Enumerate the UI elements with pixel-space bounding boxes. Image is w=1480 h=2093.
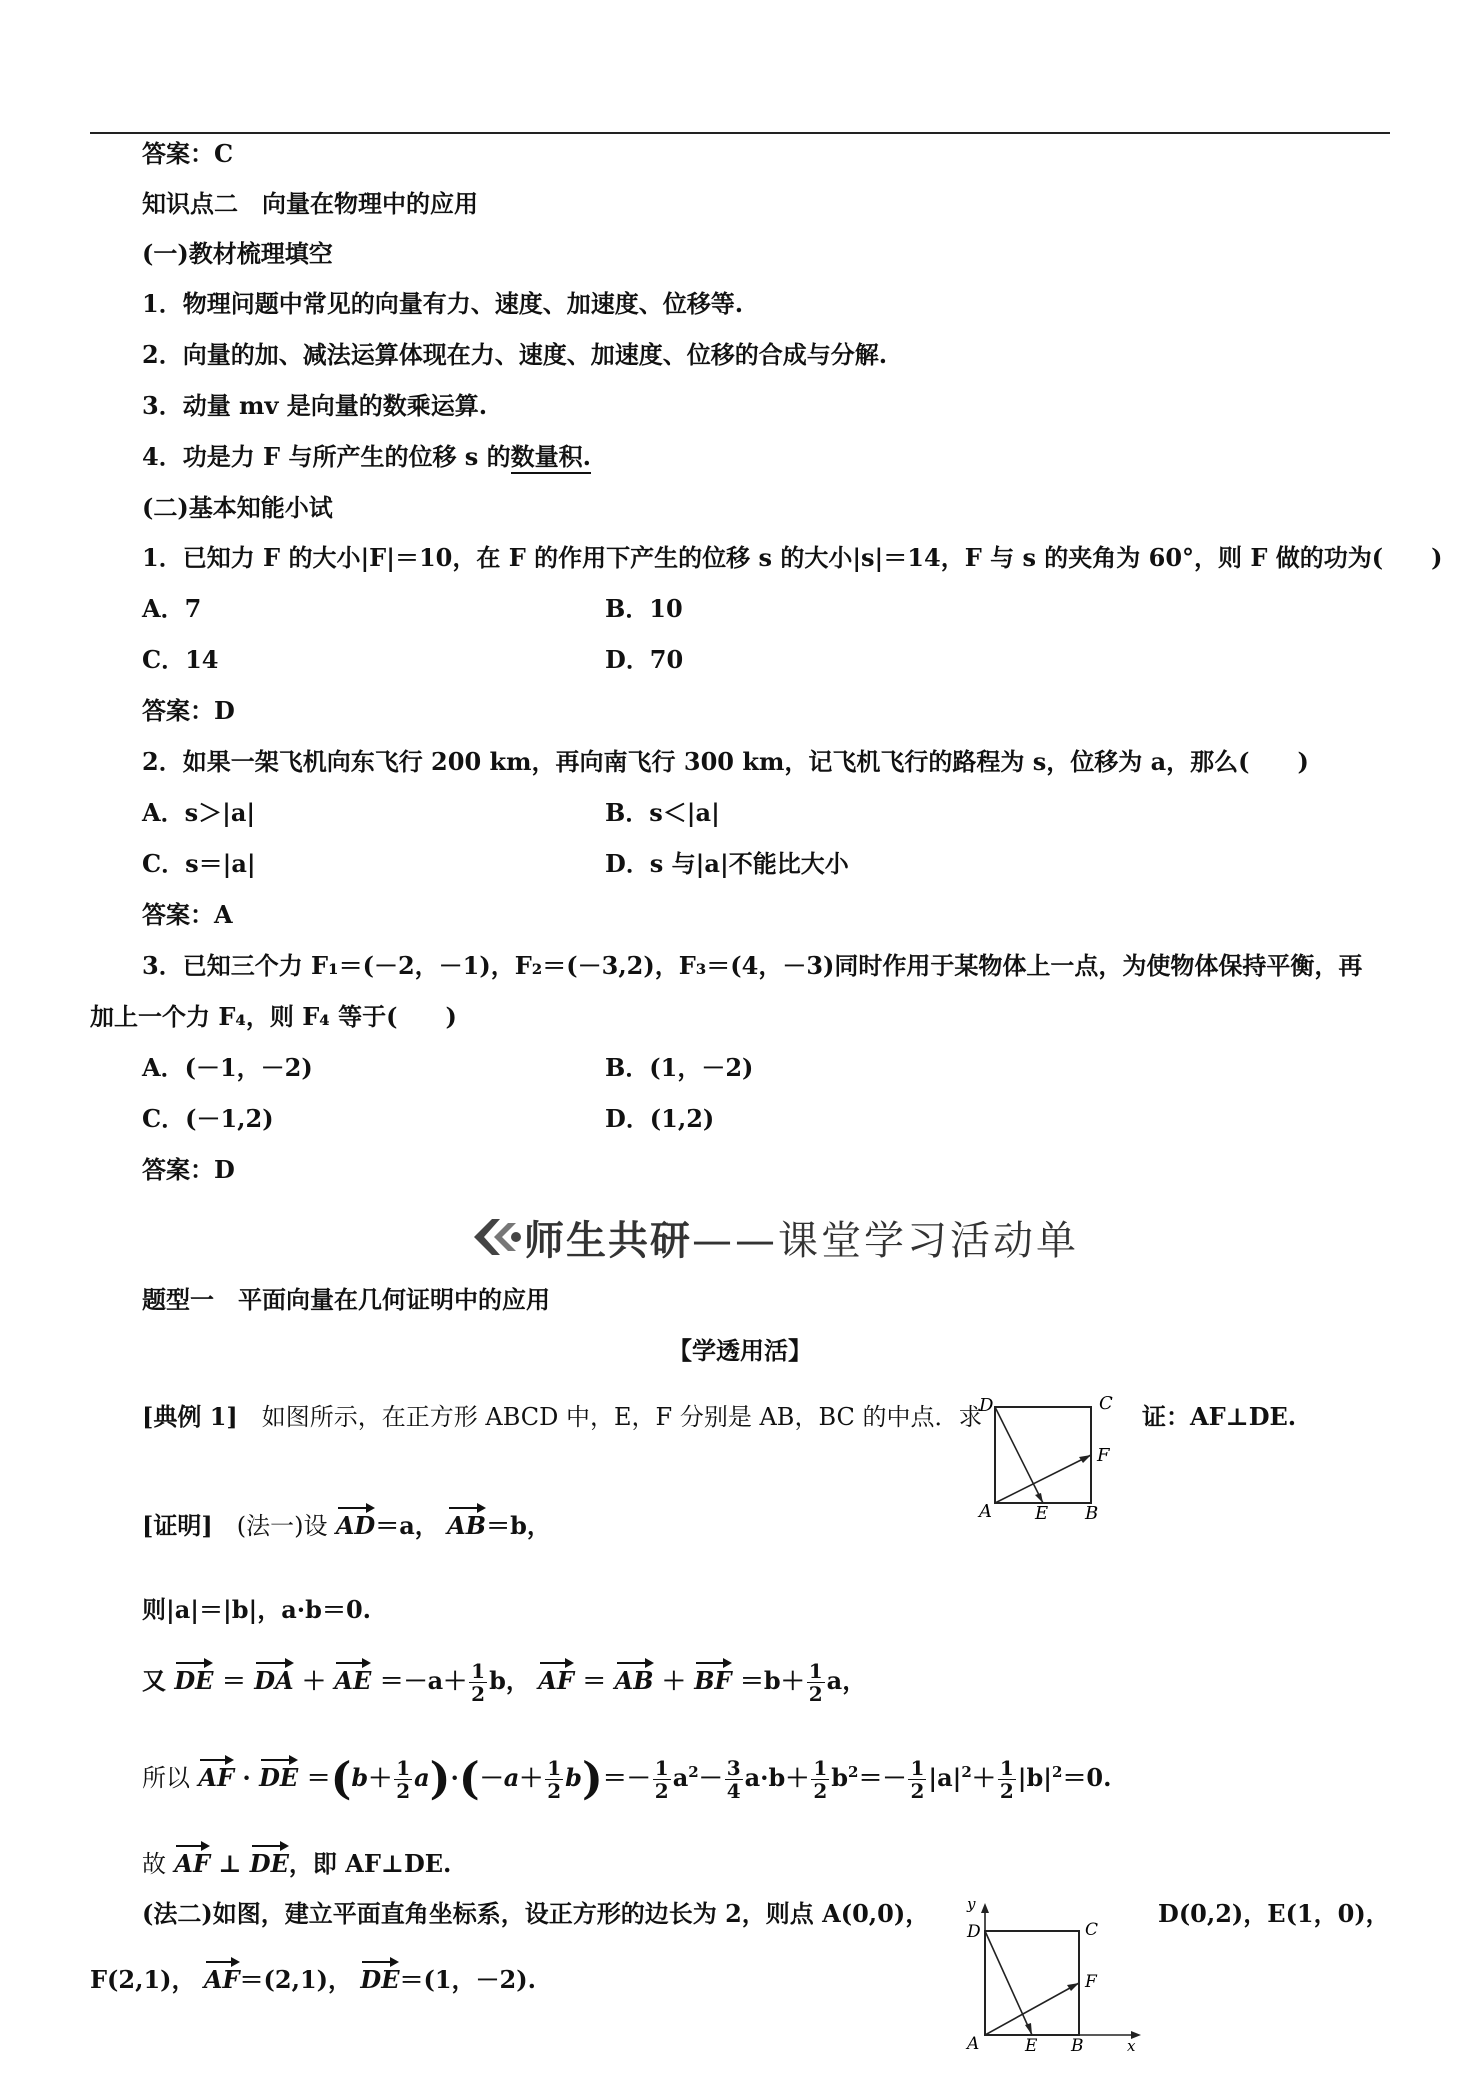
q1-option-b: B．10 (605, 594, 683, 623)
method2-tail: D(0,2)，E(1，0)， (1158, 1899, 1390, 1928)
word-so: 所以 (142, 1764, 190, 1792)
q2-option-b: B．s＜|a| (605, 798, 720, 827)
word-you: 又 (142, 1666, 166, 1695)
proof-line-then: 则|a|＝|b|，a·b＝0. (142, 1595, 371, 1624)
vector-ab-2: AB (615, 1659, 654, 1697)
item-4-blank: 数量积. (511, 442, 591, 474)
fig2-label-e: E (1025, 2036, 1038, 2055)
example-text: 如图所示，在正方形 ABCD 中，E，F 分别是 AB，BC 的中点．求 (261, 1403, 983, 1431)
q2-stem: 2．如果一架飞机向东飞行 200 km，再向南飞行 300 km，记飞机飞行的路程为 s，位移为 a，那么( ) (142, 747, 1309, 776)
q1-option-a: A．7 (142, 594, 202, 623)
proof-line-perp: 故 AF ⊥ DE，即 AF⊥DE. (142, 1842, 451, 1880)
vector-de-2: DE (259, 1756, 298, 1794)
answer-c: 答案：C (142, 139, 234, 168)
proof-line-dot: 所以 AF · DE ＝(b＋ $\frac{1}{2}$ a)·(－a＋ $\frac{1}{2}$ b)＝－ $\frac{1}{2}$ $a^2-$ $\frac{3}{4}$ a·b＋ $\frac{1}{2}$ $b^2=-$ $\frac{1}{2}$ $|a|^2+$ $\frac{1}{2}$ $|b|^2=0$. (142, 1753, 1112, 1805)
word-gu: 故 (142, 1850, 166, 1878)
q2-answer: 答案：A (142, 900, 233, 929)
proof-method1: (法一)设 (236, 1512, 328, 1540)
fig1-label-a: A (979, 1501, 992, 1522)
section-title: 知识点二 向量在物理中的应用 (142, 189, 478, 218)
sub-heading-2: (二)基本知能小试 (142, 493, 333, 522)
item-2: 2．向量的加、减法运算体现在力、速度、加速度、位移的合成与分解. (142, 340, 888, 369)
perp-text: ，即 AF⊥DE. (288, 1849, 452, 1878)
example-tag: [典例 1] (142, 1402, 238, 1431)
fig2-label-x: x (1127, 2037, 1136, 2055)
vector-da: DA (254, 1659, 293, 1697)
q1-answer: 答案：D (142, 696, 235, 725)
vector-bf: BF (694, 1659, 731, 1697)
example-1-line (142, 1401, 983, 1433)
item-4-text: 4．功是力 F 与所产生的位移 s 的 (142, 442, 511, 471)
banner-bold: 师生共研 (524, 1217, 692, 1264)
proof-tag: [证明] (142, 1511, 213, 1540)
item-3: 3．动量 mv 是向量的数乘运算. (142, 391, 488, 420)
q3-option-b: B．(1，－2) (605, 1053, 754, 1082)
q3-answer: 答案：D (142, 1155, 235, 1184)
q1-stem: 1．已知力 F 的大小|F|＝10，在 F 的作用下产生的位移 s 的大小|s|＝14，F 与 s 的夹角为 60°，则 F 做的功为( ) (142, 543, 1443, 572)
fig1-label-c: C (1099, 1393, 1113, 1414)
q3-option-a: A．(－1，－2) (142, 1053, 313, 1082)
fig2-label-d: D (967, 1922, 981, 1942)
coord-f: F(2,1)， (90, 1965, 196, 1994)
method2-coords (90, 1958, 536, 1996)
fig2-label-f: F (1085, 1972, 1097, 1992)
q2-option-c: C．s＝|a| (142, 849, 256, 878)
q1-option-d: D．70 (605, 645, 684, 674)
fig2-label-c: C (1085, 1920, 1099, 1940)
banner-light: ——课堂学习活动单 (692, 1217, 1079, 1264)
vector-ae: AE (334, 1659, 371, 1697)
fig2-label-a: A (967, 2034, 980, 2054)
vector-de-4: DE (360, 1958, 399, 1996)
q3-stem-1: 3．已知三个力 F₁＝(－2，－1)，F₂＝(－3,2)，F₃＝(4，－3)同时作用于某物体上一点，为使物体保持平衡，再 (142, 951, 1363, 980)
q1-option-c: C．14 (142, 645, 219, 674)
vector-af-4: AF (204, 1958, 240, 1996)
q2-option-d: D．s 与|a|不能比大小 (605, 849, 849, 878)
q3-option-c: C．(－1,2) (142, 1104, 274, 1133)
figure-coordinate-square (955, 1895, 1150, 2055)
vector-af-2: AF (198, 1756, 234, 1794)
vector-af-3: AF (174, 1842, 210, 1880)
item-4 (142, 441, 615, 473)
vector-ad: AD (336, 1504, 375, 1542)
eq-a: ＝a， (375, 1511, 439, 1540)
fig2-label-b: B (1071, 2036, 1084, 2055)
section-banner (470, 1210, 1079, 1264)
proof-line-de-af: 又 DE ＝ DA ＋ AE ＝－a＋ $\frac{1}{2}$ b， AF ＝ AB ＋ BF ＝b＋ $\frac{1}{2}$ a， (142, 1659, 867, 1706)
vector-af: AF (538, 1659, 574, 1697)
q2-option-a: A．s＞|a| (142, 798, 256, 827)
de-value: ＝(1，－2). (399, 1965, 536, 1994)
figure-square-1 (975, 1393, 1115, 1523)
vector-de-3: DE (250, 1842, 289, 1880)
fig1-label-d: D (979, 1395, 994, 1416)
method2-line: (法二)如图，建立平面直角坐标系，设正方形的边长为 2，则点 A(0,0)， (142, 1899, 930, 1928)
fig2-label-y: y (967, 1895, 976, 1913)
q3-option-d: D．(1,2) (605, 1104, 715, 1133)
sub-heading-1: (一)教材梳理填空 (142, 239, 333, 268)
q3-stem-2: 加上一个力 F₄，则 F₄ 等于( ) (90, 1002, 457, 1031)
banner-logo-icon (470, 1215, 524, 1259)
type1-subtitle: 【学透用活】 (668, 1336, 812, 1365)
fig1-label-b: B (1085, 1503, 1099, 1523)
item-1: 1．物理问题中常见的向量有力、速度、加速度、位移等. (142, 289, 744, 318)
fig1-label-f: F (1097, 1445, 1110, 1466)
eq-b: ＝b， (486, 1511, 551, 1540)
vector-de: DE (174, 1659, 213, 1697)
example-tail: 证：AF⊥DE. (1142, 1402, 1297, 1431)
af-value: ＝(2,1)， (239, 1965, 353, 1994)
header-rule (90, 132, 1390, 134)
proof-line-1 (142, 1504, 551, 1542)
fig1-label-e: E (1035, 1503, 1049, 1523)
vector-ab: AB (447, 1504, 486, 1542)
type1-title: 题型一 平面向量在几何证明中的应用 (142, 1285, 550, 1314)
